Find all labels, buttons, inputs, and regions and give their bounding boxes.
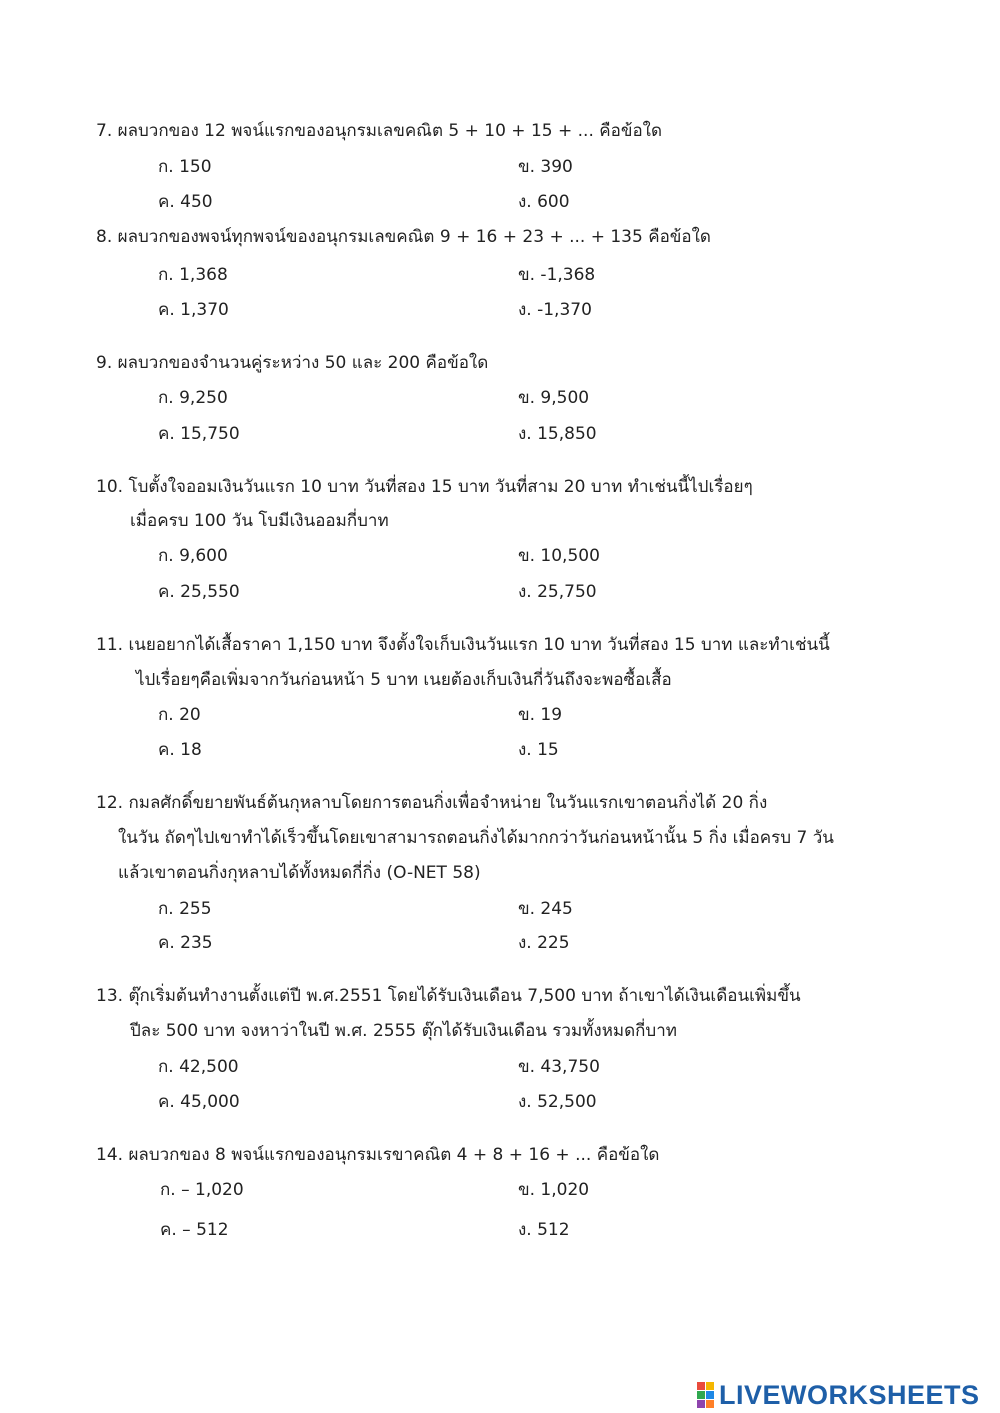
question-11-stem-line-1: 11. เนยอยากได้เสื้อราคา 1,150 บาท จึงตั้งใจเก็บเงินวันแรก 10 บาท วันที่สอง 15 บาท และทำเช่นนี้	[96, 635, 830, 655]
logo-square	[706, 1391, 714, 1399]
question-10-option-a[interactable]: ก. 9,600	[158, 546, 228, 566]
question-11-stem-line-2: ไปเรื่อยๆคือเพิ่มจากวันก่อนหน้า 5 บาท เนยต้องเก็บเงินกี่วันถึงจะพอซื้อเสื้อ	[136, 670, 672, 690]
question-12-option-c[interactable]: ค. 235	[158, 933, 213, 953]
liveworksheets-brand[interactable]: LIVEWORKSHEETS	[719, 1379, 980, 1410]
question-13-option-a[interactable]: ก. 42,500	[158, 1057, 239, 1077]
question-12-stem-line-1: 12. กมลศักดิ์ขยายพันธ์ต้นกุหลาบโดยการตอนกิ่งเพื่อจำหน่าย ในวันแรกเขาตอนกิ่งได้ 20 กิ่ง	[96, 793, 768, 813]
question-9-option-c[interactable]: ค. 15,750	[158, 424, 240, 444]
logo-square	[697, 1400, 705, 1408]
question-8-stem: 8. ผลบวกของพจน์ทุกพจน์ของอนุกรมเลขคณิต 9 + 16 + 23 + ... + 135 คือข้อใด	[96, 227, 711, 247]
question-12-stem-line-2: ในวัน ถัดๆไปเขาทำได้เร็วขึ้นโดยเขาสามารถตอนกิ่งได้มากกว่าวันก่อนหน้านั้น 5 กิ่ง เมื่อครบ 7 วัน	[118, 828, 834, 848]
question-13-stem-line-2: ปีละ 500 บาท จงหาว่าในปี พ.ศ. 2555 ตุ๊กได้รับเงินเดือน รวมทั้งหมดกี่บาท	[130, 1021, 677, 1041]
question-12-stem-line-3: แล้วเขาตอนกิ่งกุหลาบได้ทั้งหมดกี่กิ่ง (O-NET 58)	[118, 863, 481, 883]
question-8-option-d[interactable]: ง. -1,370	[518, 300, 592, 320]
question-8-option-a[interactable]: ก. 1,368	[158, 265, 228, 285]
question-10-option-b[interactable]: ข. 10,500	[518, 546, 600, 566]
question-8-option-b[interactable]: ข. -1,368	[518, 265, 596, 285]
logo-square	[706, 1400, 714, 1408]
question-14-option-a[interactable]: ก. – 1,020	[160, 1180, 244, 1200]
question-14-option-d[interactable]: ง. 512	[518, 1220, 570, 1240]
question-12-option-d[interactable]: ง. 225	[518, 933, 570, 953]
liveworksheets-logo-icon	[697, 1382, 714, 1408]
question-7-option-d[interactable]: ง. 600	[518, 192, 570, 212]
question-9-option-d[interactable]: ง. 15,850	[518, 424, 597, 444]
question-13-option-b[interactable]: ข. 43,750	[518, 1057, 600, 1077]
question-11-option-b[interactable]: ข. 19	[518, 705, 563, 725]
question-11-option-c[interactable]: ค. 18	[158, 740, 202, 760]
question-11-option-a[interactable]: ก. 20	[158, 705, 201, 725]
question-13-stem-line-1: 13. ตุ๊กเริ่มต้นทำงานตั้งแต่ปี พ.ศ.2551 โดยได้รับเงินเดือน 7,500 บาท ถ้าเขาได้เงินเดือนเพิ่มขึ้น	[96, 986, 801, 1006]
question-9-option-b[interactable]: ข. 9,500	[518, 388, 590, 408]
question-14-stem: 14. ผลบวกของ 8 พจน์แรกของอนุกรมเรขาคณิต 4 + 8 + 16 + ... คือข้อใด	[96, 1145, 660, 1165]
question-10-stem-line-2: เมื่อครบ 100 วัน โบมีเงินออมกี่บาท	[130, 511, 389, 531]
question-14-option-b[interactable]: ข. 1,020	[518, 1180, 590, 1200]
logo-square	[706, 1382, 714, 1390]
question-7-stem: 7. ผลบวกของ 12 พจน์แรกของอนุกรมเลขคณิต 5 + 10 + 15 + ... คือข้อใด	[96, 121, 663, 141]
question-7-option-a[interactable]: ก. 150	[158, 157, 212, 177]
question-13-option-c[interactable]: ค. 45,000	[158, 1092, 240, 1112]
question-7-option-c[interactable]: ค. 450	[158, 192, 213, 212]
question-8-option-c[interactable]: ค. 1,370	[158, 300, 229, 320]
question-14-option-c[interactable]: ค. – 512	[160, 1220, 229, 1240]
question-9-stem: 9. ผลบวกของจำนวนคู่ระหว่าง 50 และ 200 คือข้อใด	[96, 353, 489, 373]
logo-square	[697, 1382, 705, 1390]
question-12-option-b[interactable]: ข. 245	[518, 899, 573, 919]
question-10-option-d[interactable]: ง. 25,750	[518, 582, 597, 602]
question-10-stem-line-1: 10. โบตั้งใจออมเงินวันแรก 10 บาท วันที่สอง 15 บาท วันที่สาม 20 บาท ทำเช่นนี้ไปเรื่อยๆ	[96, 477, 753, 497]
question-10-option-c[interactable]: ค. 25,550	[158, 582, 240, 602]
question-7-option-b[interactable]: ข. 390	[518, 157, 573, 177]
question-11-option-d[interactable]: ง. 15	[518, 740, 559, 760]
logo-square	[697, 1391, 705, 1399]
question-9-option-a[interactable]: ก. 9,250	[158, 388, 228, 408]
liveworksheets-footer	[697, 1378, 980, 1412]
question-13-option-d[interactable]: ง. 52,500	[518, 1092, 597, 1112]
question-12-option-a[interactable]: ก. 255	[158, 899, 212, 919]
